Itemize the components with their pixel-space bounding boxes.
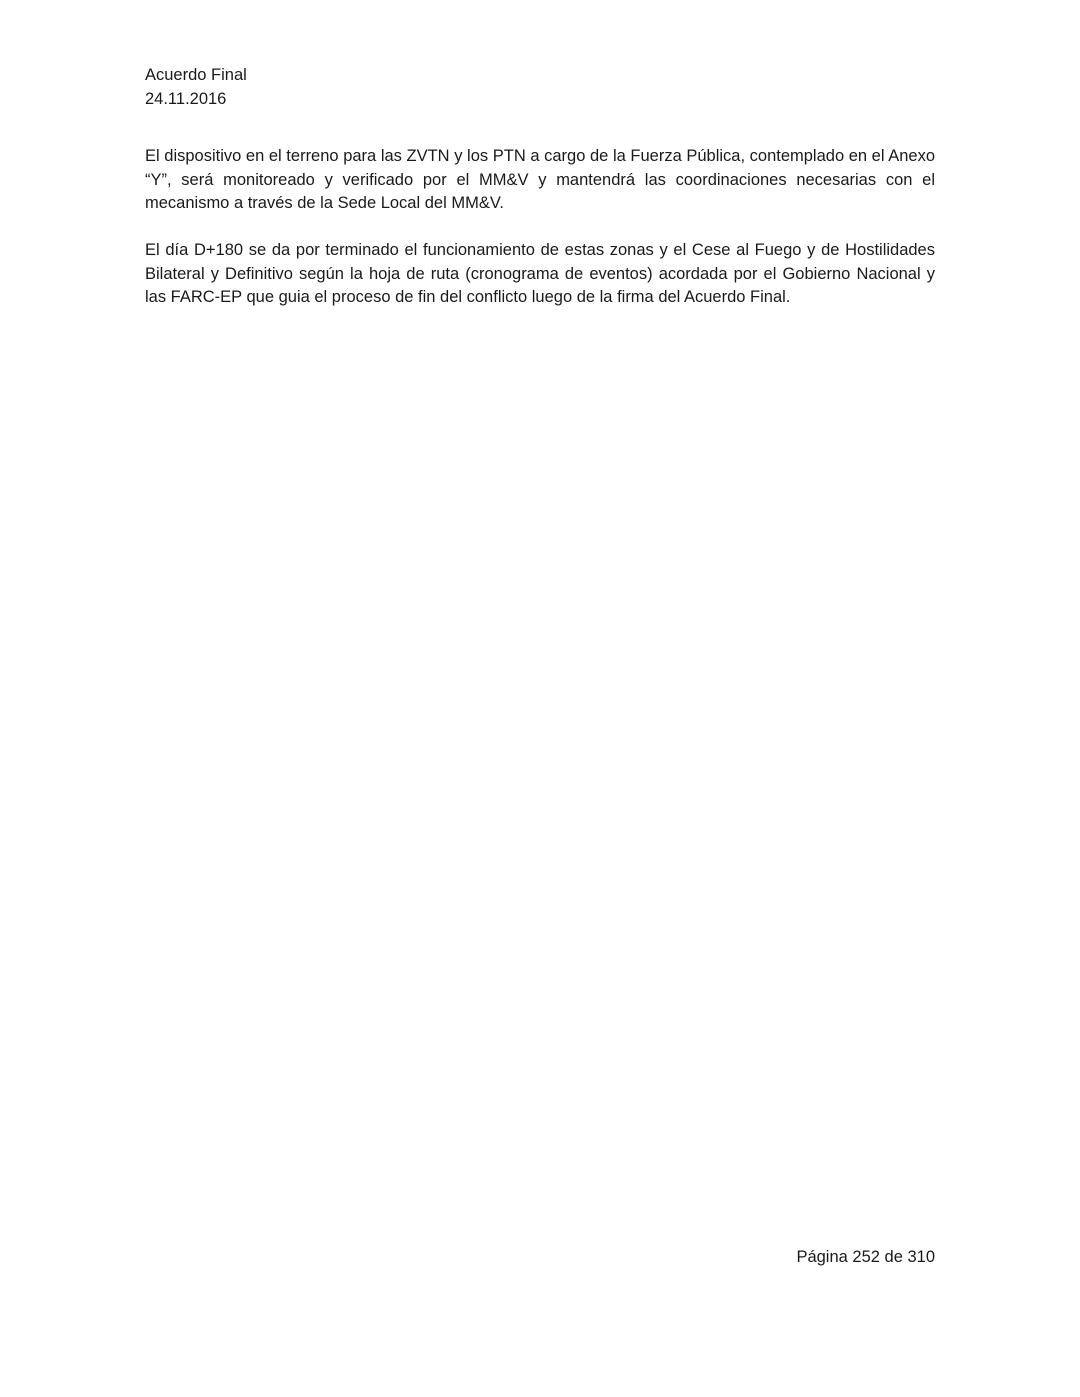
page-number: Página 252 de 310 <box>796 1248 935 1266</box>
document-title: Acuerdo Final <box>145 66 247 84</box>
paragraph-d180: El día D+180 se da por terminado el funcionamiento de estas zonas y el Cese al Fuego y de Hostilidades Bilateral y Definitivo según la hoja de ruta (cronograma de eventos) acordada por el Gobierno Nacional y las FARC-EP que guia el proceso de fin del conflicto luego de la firma del Acuerdo Final. <box>145 241 935 307</box>
document-date: 24.11.2016 <box>145 90 227 108</box>
paragraph-dispositivo: El dispositivo en el terreno para las ZVTN y los PTN a cargo de la Fuerza Pública, contemplado en el Anexo “Y”, será monitoreado y verificado por el MM&V y mantendrá las coordinaciones necesarias con el mecanismo a través de la Sede Local del MM&V. <box>145 147 935 213</box>
document-header <box>145 63 247 111</box>
